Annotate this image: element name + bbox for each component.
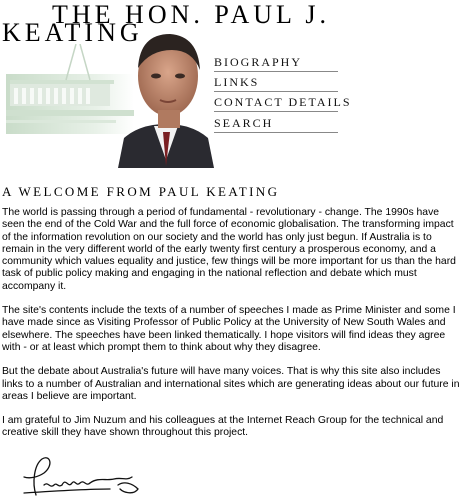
nav-link-label: SEARCH [214,116,274,130]
nav-link-search[interactable] [214,116,338,133]
nav-link-label: BIOGRAPHY [214,55,303,69]
paragraph: The site's contents include the texts of a number of speeches I made as Prime Minister and some I have made since as Visiting Professor of Public Policy at the University of New South Wales and elsewhere. The speeches have been linked thematically. I hope visitors will find ideas they agree with - or at least which prompt them to think about why they disagree. [2,305,456,353]
nav-underline [214,91,338,92]
welcome-text [2,207,460,452]
welcome-heading: A WELCOME FROM PAUL KEATING [2,184,280,199]
header-banner [0,0,462,168]
nav-link-label: LINKS [214,75,260,89]
paragraph: The world is passing through a period of fundamental - revolutionary - change. The 1990s have seen the end of the Cold War and the full force of economic globalisation. The transforming impact of the information revolution on our society and the world has only just begun. If Australia is to remain in the very different world of the early twenty first century a prosperous economy, and a community which values equality and justice, few things will be more important for us than the hard task of public policy making and engaging in the national reflection and debate which must accompany it. [2,207,456,292]
paragraph: I am grateful to Jim Nuzum and his colleagues at the Internet Reach Group for the technical and creative skill they have shown throughout this project. [2,415,444,439]
page-title: THE HON. PAUL J. [52,0,331,29]
paragraph: But the debate about Australia's future will have many voices. That is why this site also includes links to a number of Australian and international sites which are generating ideas about our future in areas I believe are important. [2,366,460,402]
parliament-house-image [6,44,134,134]
signature-image [14,455,144,500]
nav-underline [214,71,338,72]
nav-link-contact-details[interactable] [214,95,352,112]
nav-link-biography[interactable] [214,55,338,72]
nav-link-links[interactable] [214,75,338,92]
nav-link-label: CONTACT DETAILS [214,95,352,109]
page-title-surname: KEATING [2,18,143,47]
nav-underline [214,132,338,133]
nav-underline [214,111,338,112]
